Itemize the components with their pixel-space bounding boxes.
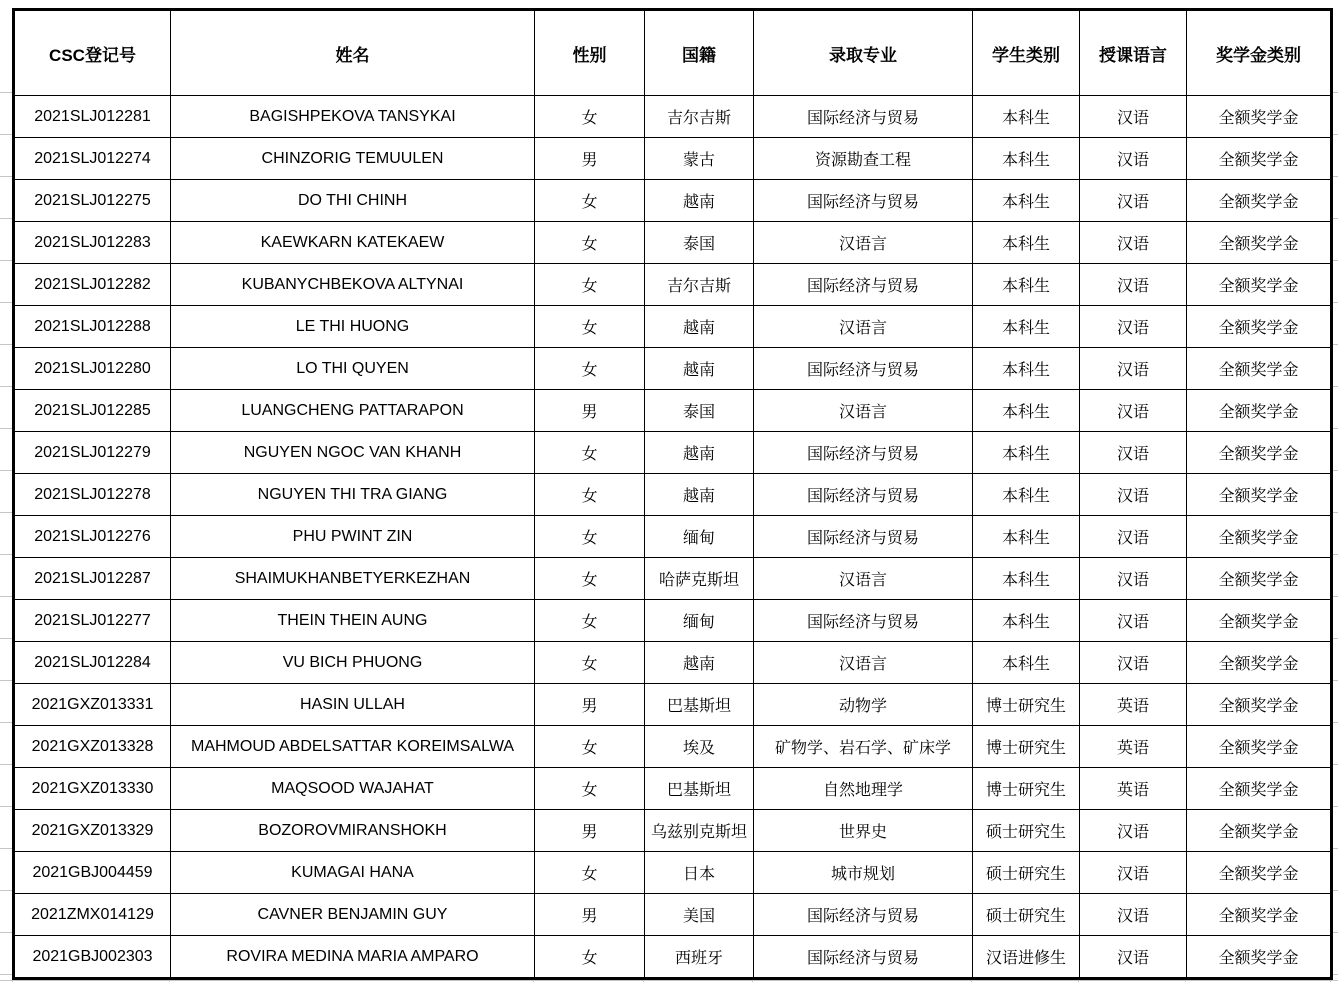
cell-scholarship[interactable]: 全额奖学金 <box>1187 432 1332 474</box>
cell-major[interactable]: 国际经济与贸易 <box>754 474 973 516</box>
cell-student_type[interactable]: 本科生 <box>973 474 1080 516</box>
cell-major[interactable]: 自然地理学 <box>754 768 973 810</box>
cell-name[interactable]: PHU PWINT ZIN <box>171 516 535 558</box>
cell-student_type[interactable]: 本科生 <box>973 348 1080 390</box>
cell-scholarship[interactable]: 全额奖学金 <box>1187 348 1332 390</box>
cell-major[interactable]: 资源勘查工程 <box>754 138 973 180</box>
cell-nationality[interactable]: 越南 <box>645 306 754 348</box>
cell-language[interactable]: 汉语 <box>1080 810 1187 852</box>
cell-student_type[interactable]: 本科生 <box>973 222 1080 264</box>
cell-language[interactable]: 汉语 <box>1080 180 1187 222</box>
cell-name[interactable]: BOZOROVMIRANSHOKH <box>171 810 535 852</box>
cell-nationality[interactable]: 西班牙 <box>645 936 754 979</box>
cell-language[interactable]: 汉语 <box>1080 558 1187 600</box>
cell-scholarship[interactable]: 全额奖学金 <box>1187 474 1332 516</box>
cell-csc_id[interactable]: 2021SLJ012284 <box>14 642 171 684</box>
cell-csc_id[interactable]: 2021GXZ013330 <box>14 768 171 810</box>
cell-scholarship[interactable]: 全额奖学金 <box>1187 768 1332 810</box>
column-header-major[interactable]: 录取专业 <box>754 10 973 96</box>
column-header-name[interactable]: 姓名 <box>171 10 535 96</box>
cell-csc_id[interactable]: 2021SLJ012282 <box>14 264 171 306</box>
cell-gender[interactable]: 女 <box>535 474 645 516</box>
cell-major[interactable]: 国际经济与贸易 <box>754 348 973 390</box>
cell-scholarship[interactable]: 全额奖学金 <box>1187 306 1332 348</box>
cell-csc_id[interactable]: 2021SLJ012279 <box>14 432 171 474</box>
cell-major[interactable]: 汉语言 <box>754 306 973 348</box>
cell-gender[interactable]: 女 <box>535 642 645 684</box>
cell-csc_id[interactable]: 2021ZMX014129 <box>14 894 171 936</box>
cell-name[interactable]: LUANGCHENG PATTARAPON <box>171 390 535 432</box>
table-row <box>14 768 1332 810</box>
cell-csc_id[interactable]: 2021SLJ012287 <box>14 558 171 600</box>
column-header-nationality[interactable]: 国籍 <box>645 10 754 96</box>
cell-language[interactable]: 汉语 <box>1080 642 1187 684</box>
header-row <box>14 10 1332 96</box>
cell-csc_id[interactable]: 2021GBJ002303 <box>14 936 171 979</box>
cell-nationality[interactable]: 埃及 <box>645 726 754 768</box>
cell-gender[interactable]: 女 <box>535 432 645 474</box>
table-row <box>14 390 1332 432</box>
cell-csc_id[interactable]: 2021SLJ012277 <box>14 600 171 642</box>
cell-student_type[interactable]: 本科生 <box>973 306 1080 348</box>
gridline <box>0 980 1338 981</box>
cell-scholarship[interactable]: 全额奖学金 <box>1187 390 1332 432</box>
cell-gender[interactable]: 男 <box>535 810 645 852</box>
cell-name[interactable]: VU BICH PHUONG <box>171 642 535 684</box>
column-header-student_type[interactable]: 学生类别 <box>973 10 1080 96</box>
cell-student_type[interactable]: 博士研究生 <box>973 768 1080 810</box>
cell-nationality[interactable]: 越南 <box>645 348 754 390</box>
cell-csc_id[interactable]: 2021SLJ012276 <box>14 516 171 558</box>
cell-nationality[interactable]: 巴基斯坦 <box>645 768 754 810</box>
cell-name[interactable]: HASIN ULLAH <box>171 684 535 726</box>
cell-nationality[interactable]: 蒙古 <box>645 138 754 180</box>
table-row <box>14 726 1332 768</box>
table-row <box>14 516 1332 558</box>
cell-gender[interactable]: 女 <box>535 306 645 348</box>
cell-nationality[interactable]: 巴基斯坦 <box>645 684 754 726</box>
cell-nationality[interactable]: 吉尔吉斯 <box>645 96 754 138</box>
cell-name[interactable]: KUMAGAI HANA <box>171 852 535 894</box>
cell-major[interactable]: 国际经济与贸易 <box>754 516 973 558</box>
cell-scholarship[interactable]: 全额奖学金 <box>1187 852 1332 894</box>
table-row <box>14 558 1332 600</box>
table-row <box>14 264 1332 306</box>
cell-major[interactable]: 国际经济与贸易 <box>754 600 973 642</box>
cell-nationality[interactable]: 吉尔吉斯 <box>645 264 754 306</box>
scholarship-admission-table <box>12 8 1333 980</box>
cell-major[interactable]: 动物学 <box>754 684 973 726</box>
cell-student_type[interactable]: 本科生 <box>973 516 1080 558</box>
cell-major[interactable]: 汉语言 <box>754 558 973 600</box>
cell-language[interactable]: 汉语 <box>1080 516 1187 558</box>
cell-language[interactable]: 汉语 <box>1080 600 1187 642</box>
cell-name[interactable]: CAVNER BENJAMIN GUY <box>171 894 535 936</box>
cell-scholarship[interactable]: 全额奖学金 <box>1187 516 1332 558</box>
table-row <box>14 894 1332 936</box>
cell-language[interactable]: 汉语 <box>1080 348 1187 390</box>
cell-csc_id[interactable]: 2021GXZ013329 <box>14 810 171 852</box>
cell-major[interactable]: 国际经济与贸易 <box>754 936 973 979</box>
cell-csc_id[interactable]: 2021SLJ012275 <box>14 180 171 222</box>
cell-nationality[interactable]: 越南 <box>645 474 754 516</box>
table-row <box>14 474 1332 516</box>
cell-major[interactable]: 汉语言 <box>754 222 973 264</box>
cell-scholarship[interactable]: 全额奖学金 <box>1187 96 1332 138</box>
cell-major[interactable]: 国际经济与贸易 <box>754 432 973 474</box>
cell-name[interactable]: NGUYEN THI TRA GIANG <box>171 474 535 516</box>
column-header-scholarship[interactable]: 奖学金类别 <box>1187 10 1332 96</box>
cell-name[interactable]: DO THI CHINH <box>171 180 535 222</box>
cell-scholarship[interactable]: 全额奖学金 <box>1187 642 1332 684</box>
cell-name[interactable]: NGUYEN NGOC VAN KHANH <box>171 432 535 474</box>
table-row <box>14 96 1332 138</box>
cell-language[interactable]: 汉语 <box>1080 264 1187 306</box>
cell-scholarship[interactable]: 全额奖学金 <box>1187 600 1332 642</box>
cell-csc_id[interactable]: 2021SLJ012274 <box>14 138 171 180</box>
cell-major[interactable]: 国际经济与贸易 <box>754 96 973 138</box>
table-row <box>14 600 1332 642</box>
cell-nationality[interactable]: 美国 <box>645 894 754 936</box>
cell-scholarship[interactable]: 全额奖学金 <box>1187 180 1332 222</box>
cell-scholarship[interactable]: 全额奖学金 <box>1187 264 1332 306</box>
cell-language[interactable]: 汉语 <box>1080 390 1187 432</box>
cell-csc_id[interactable]: 2021SLJ012278 <box>14 474 171 516</box>
cell-name[interactable]: LE THI HUONG <box>171 306 535 348</box>
cell-language[interactable]: 汉语 <box>1080 138 1187 180</box>
cell-major[interactable]: 国际经济与贸易 <box>754 894 973 936</box>
cell-nationality[interactable]: 缅甸 <box>645 516 754 558</box>
cell-language[interactable]: 汉语 <box>1080 306 1187 348</box>
cell-nationality[interactable]: 哈萨克斯坦 <box>645 558 754 600</box>
cell-csc_id[interactable]: 2021GXZ013328 <box>14 726 171 768</box>
cell-language[interactable]: 汉语 <box>1080 852 1187 894</box>
cell-nationality[interactable]: 越南 <box>645 180 754 222</box>
cell-language[interactable]: 汉语 <box>1080 936 1187 979</box>
cell-csc_id[interactable]: 2021GBJ004459 <box>14 852 171 894</box>
cell-name[interactable]: BAGISHPEKOVA TANSYKAI <box>171 96 535 138</box>
cell-language[interactable]: 汉语 <box>1080 96 1187 138</box>
cell-nationality[interactable]: 越南 <box>645 642 754 684</box>
cell-nationality[interactable]: 越南 <box>645 432 754 474</box>
cell-language[interactable]: 英语 <box>1080 768 1187 810</box>
cell-gender[interactable]: 女 <box>535 96 645 138</box>
cell-gender[interactable]: 女 <box>535 852 645 894</box>
cell-csc_id[interactable]: 2021GXZ013331 <box>14 684 171 726</box>
cell-gender[interactable]: 女 <box>535 936 645 979</box>
cell-csc_id[interactable]: 2021SLJ012281 <box>14 96 171 138</box>
cell-language[interactable]: 英语 <box>1080 726 1187 768</box>
cell-major[interactable]: 国际经济与贸易 <box>754 264 973 306</box>
cell-gender[interactable]: 男 <box>535 894 645 936</box>
cell-name[interactable]: MAHMOUD ABDELSATTAR KOREIMSALWA <box>171 726 535 768</box>
cell-gender[interactable]: 女 <box>535 516 645 558</box>
cell-major[interactable]: 汉语言 <box>754 642 973 684</box>
cell-student_type[interactable]: 本科生 <box>973 180 1080 222</box>
cell-name[interactable]: KUBANYCHBEKOVA ALTYNAI <box>171 264 535 306</box>
cell-name[interactable]: LO THI QUYEN <box>171 348 535 390</box>
cell-gender[interactable]: 女 <box>535 222 645 264</box>
cell-student_type[interactable]: 本科生 <box>973 600 1080 642</box>
cell-scholarship[interactable]: 全额奖学金 <box>1187 222 1332 264</box>
cell-scholarship[interactable]: 全额奖学金 <box>1187 936 1332 979</box>
cell-gender[interactable]: 男 <box>535 390 645 432</box>
cell-nationality[interactable]: 缅甸 <box>645 600 754 642</box>
cell-language[interactable]: 汉语 <box>1080 222 1187 264</box>
cell-csc_id[interactable]: 2021SLJ012280 <box>14 348 171 390</box>
cell-student_type[interactable]: 本科生 <box>973 432 1080 474</box>
cell-gender[interactable]: 女 <box>535 768 645 810</box>
cell-scholarship[interactable]: 全额奖学金 <box>1187 558 1332 600</box>
cell-language[interactable]: 汉语 <box>1080 432 1187 474</box>
cell-gender[interactable]: 女 <box>535 726 645 768</box>
table-row <box>14 138 1332 180</box>
cell-name[interactable]: CHINZORIG TEMUULEN <box>171 138 535 180</box>
cell-name[interactable]: MAQSOOD WAJAHAT <box>171 768 535 810</box>
cell-major[interactable]: 国际经济与贸易 <box>754 180 973 222</box>
cell-language[interactable]: 英语 <box>1080 684 1187 726</box>
cell-csc_id[interactable]: 2021SLJ012288 <box>14 306 171 348</box>
cell-gender[interactable]: 女 <box>535 264 645 306</box>
column-header-gender[interactable]: 性别 <box>535 10 645 96</box>
cell-student_type[interactable]: 硕士研究生 <box>973 810 1080 852</box>
cell-name[interactable]: KAEWKARN KATEKAEW <box>171 222 535 264</box>
cell-name[interactable]: THEIN THEIN AUNG <box>171 600 535 642</box>
cell-nationality[interactable]: 日本 <box>645 852 754 894</box>
cell-student_type[interactable]: 硕士研究生 <box>973 894 1080 936</box>
cell-gender[interactable]: 女 <box>535 600 645 642</box>
cell-gender[interactable]: 女 <box>535 180 645 222</box>
table-row <box>14 306 1332 348</box>
cell-student_type[interactable]: 本科生 <box>973 642 1080 684</box>
column-header-language[interactable]: 授课语言 <box>1080 10 1187 96</box>
cell-gender[interactable]: 男 <box>535 684 645 726</box>
cell-student_type[interactable]: 硕士研究生 <box>973 852 1080 894</box>
table-row <box>14 852 1332 894</box>
cell-nationality[interactable]: 乌兹别克斯坦 <box>645 810 754 852</box>
cell-scholarship[interactable]: 全额奖学金 <box>1187 894 1332 936</box>
cell-csc_id[interactable]: 2021SLJ012285 <box>14 390 171 432</box>
cell-student_type[interactable]: 本科生 <box>973 96 1080 138</box>
table-row <box>14 222 1332 264</box>
cell-scholarship[interactable]: 全额奖学金 <box>1187 684 1332 726</box>
cell-nationality[interactable]: 泰国 <box>645 222 754 264</box>
table-row <box>14 642 1332 684</box>
cell-gender[interactable]: 男 <box>535 138 645 180</box>
cell-csc_id[interactable]: 2021SLJ012283 <box>14 222 171 264</box>
cell-student_type[interactable]: 博士研究生 <box>973 684 1080 726</box>
cell-student_type[interactable]: 博士研究生 <box>973 726 1080 768</box>
cell-language[interactable]: 汉语 <box>1080 474 1187 516</box>
cell-gender[interactable]: 女 <box>535 558 645 600</box>
table-row <box>14 348 1332 390</box>
cell-name[interactable]: SHAIMUKHANBETYERKEZHAN <box>171 558 535 600</box>
table-body <box>14 96 1332 979</box>
cell-name[interactable]: ROVIRA MEDINA MARIA AMPARO <box>171 936 535 979</box>
cell-major[interactable]: 城市规划 <box>754 852 973 894</box>
cell-nationality[interactable]: 泰国 <box>645 390 754 432</box>
table-row <box>14 810 1332 852</box>
table-row <box>14 684 1332 726</box>
table-row <box>14 936 1332 979</box>
cell-scholarship[interactable]: 全额奖学金 <box>1187 810 1332 852</box>
cell-language[interactable]: 汉语 <box>1080 894 1187 936</box>
cell-major[interactable]: 矿物学、岩石学、矿床学 <box>754 726 973 768</box>
column-header-csc_id[interactable]: CSC登记号 <box>14 10 171 96</box>
cell-student_type[interactable]: 本科生 <box>973 390 1080 432</box>
table-row <box>14 180 1332 222</box>
cell-scholarship[interactable]: 全额奖学金 <box>1187 726 1332 768</box>
cell-major[interactable]: 世界史 <box>754 810 973 852</box>
cell-student_type[interactable]: 汉语进修生 <box>973 936 1080 979</box>
cell-student_type[interactable]: 本科生 <box>973 558 1080 600</box>
cell-student_type[interactable]: 本科生 <box>973 138 1080 180</box>
cell-major[interactable]: 汉语言 <box>754 390 973 432</box>
cell-gender[interactable]: 女 <box>535 348 645 390</box>
cell-student_type[interactable]: 本科生 <box>973 264 1080 306</box>
cell-scholarship[interactable]: 全额奖学金 <box>1187 138 1332 180</box>
table-row <box>14 432 1332 474</box>
